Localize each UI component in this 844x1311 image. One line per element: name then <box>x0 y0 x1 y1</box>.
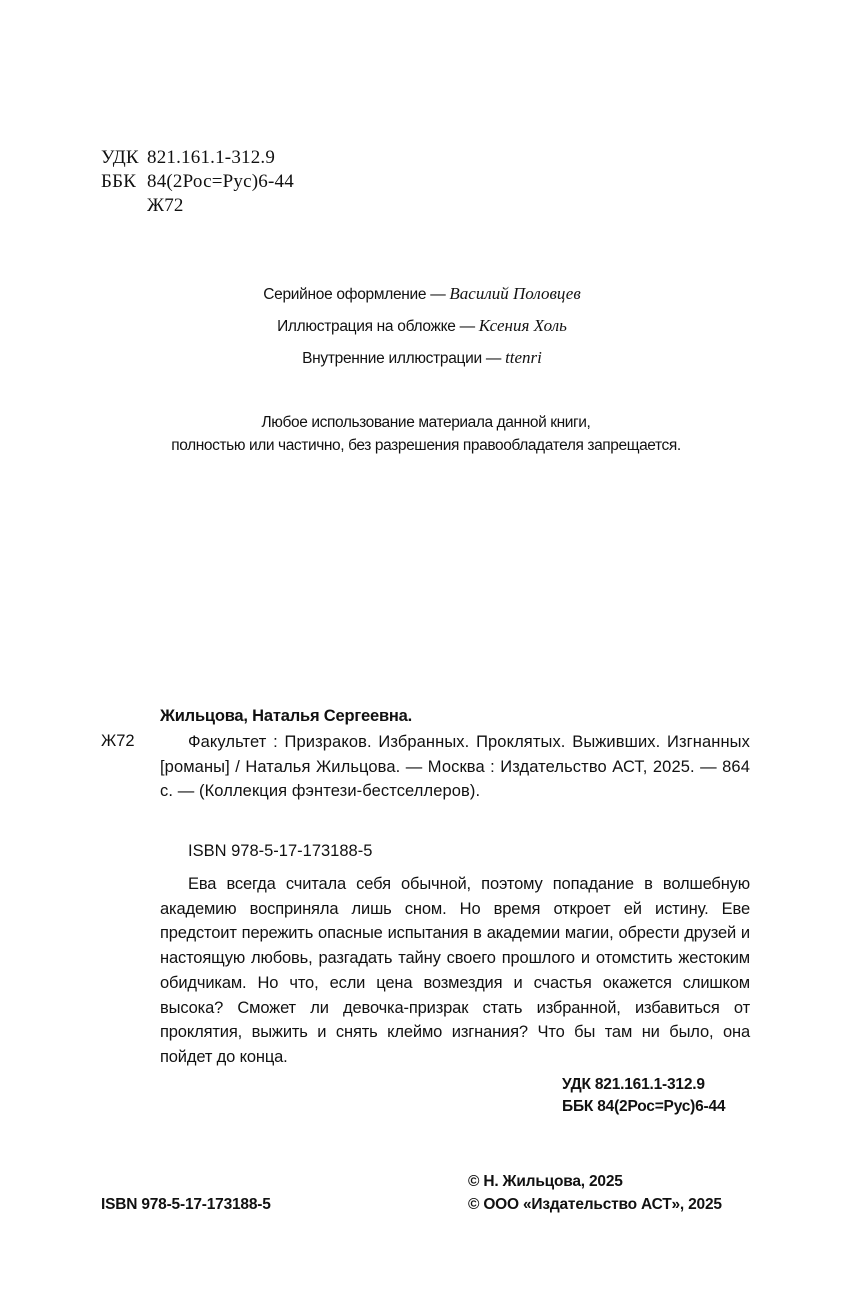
author-heading: Жильцова, Наталья Сергеевна. <box>160 707 413 725</box>
udk-label: УДК <box>101 147 139 168</box>
bibliographic-description: Факультет : Призраков. Избранных. Проклятых. Выживших. Изгнанных [романы] / Наталья Жильцова. — Москва : Издательство АСТ, 2025. — 864 с. — (Коллекция фэнтези-бестселлеров). <box>160 733 750 800</box>
credit-name: Василий Половцев <box>449 284 581 303</box>
credit-series-design <box>0 284 844 304</box>
credit-role: Иллюстрация на обложке — <box>277 318 479 335</box>
copyright-author: © Н. Жильцова, 2025 <box>468 1173 623 1190</box>
copyright-publisher: © ООО «Издательство АСТ», 2025 <box>468 1196 722 1213</box>
credit-cover-illustration <box>0 316 844 336</box>
rights-notice-line-1: Любое использование материала данной книги, <box>261 414 591 431</box>
isbn-footer: ISBN 978-5-17-173188-5 <box>101 1196 271 1213</box>
bbk-top-line <box>101 170 294 194</box>
credit-name: ttenri <box>505 348 542 367</box>
book-annotation: Ева всегда считала себя обычной, поэтому попадание в волшебную академию восприняла лишь сном. Но время откроет ей истину. Еве предстоит пережить опасные испытания в академии магии, обрести друзей и настоящую любовь, разгадать тайну своего прошлого и отомстить жестоким обидчикам. Но что, если цена возмездия и счастья окажется слишком высока? Сможет ли девочка-призрак стать избранной, избавиться от проклятия, выжить и снять клеймо изгнания? Что бы там ни было, она пойдет до конца. <box>160 875 750 1066</box>
isbn-bib: ISBN 978-5-17-173188-5 <box>188 842 373 860</box>
udk-top-line <box>101 146 275 170</box>
bbk-bottom: ББК 84(2Рос=Рус)6-44 <box>562 1098 726 1115</box>
bbk-label: ББК <box>101 171 137 192</box>
udk-value: 821.161.1-312.9 <box>147 147 276 168</box>
rights-notice-line-2: полностью или частично, без разрешения правообладателя запрещается. <box>171 437 681 454</box>
credit-name: Ксения Холь <box>478 316 567 335</box>
author-code-bib: Ж72 <box>101 732 135 750</box>
credit-role: Внутренние иллюстрации — <box>302 350 506 367</box>
udk-bottom: УДК 821.161.1-312.9 <box>562 1076 705 1093</box>
credit-role: Серийное оформление — <box>263 286 450 303</box>
author-code-top: Ж72 <box>147 195 184 216</box>
credit-interior-illustrations <box>0 348 844 368</box>
bbk-value: 84(2Рос=Рус)6-44 <box>147 171 294 192</box>
